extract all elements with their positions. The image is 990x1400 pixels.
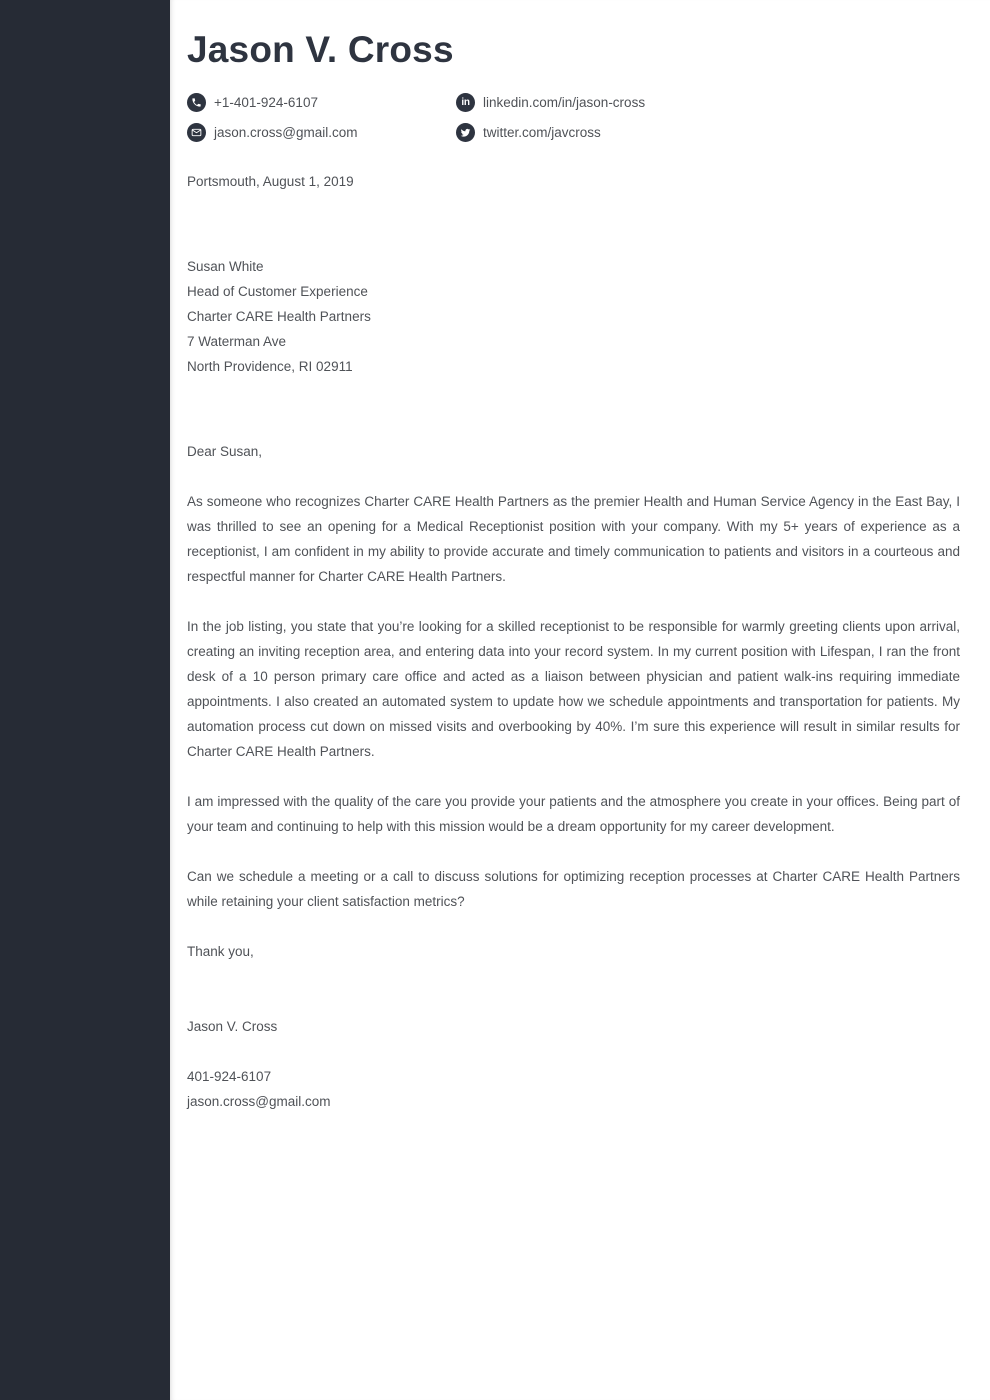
- salutation: Dear Susan,: [187, 444, 263, 459]
- recipient-street: 7 Waterman Ave: [187, 334, 287, 349]
- signature-email: jason.cross@gmail.com: [187, 1094, 331, 1109]
- contact-info: [187, 93, 960, 142]
- email-icon: [187, 123, 206, 142]
- contact-twitter: [456, 123, 960, 142]
- contact-linkedin: [456, 93, 960, 112]
- recipient-company: Charter CARE Health Partners: [187, 309, 371, 324]
- linkedin-url: linkedin.com/in/jason-cross: [483, 95, 646, 110]
- paragraph-4: Can we schedule a meeting or a call to discuss solutions for optimizing reception processes at Charter CARE Health Partners while retaining your client satisfaction metrics?: [187, 869, 960, 909]
- page-title: Jason V. Cross: [187, 29, 454, 70]
- left-accent-sidebar: [0, 0, 170, 1400]
- signature-name: Jason V. Cross: [187, 1019, 278, 1034]
- recipient-name: Susan White: [187, 259, 264, 274]
- signature-phone: 401-924-6107: [187, 1069, 272, 1084]
- email-address: jason.cross@gmail.com: [214, 125, 358, 140]
- letter-page: [170, 0, 990, 1400]
- phone-number: +1-401-924-6107: [214, 95, 318, 110]
- recipient-title: Head of Customer Experience: [187, 284, 368, 299]
- paragraph-3: I am impressed with the quality of the care you provide your patients and the atmosphere you create in your offices. Being part of your team and continuing to help with this mission would be a dream opportunity for my career development.: [187, 794, 960, 834]
- recipient-block: [187, 254, 960, 379]
- contact-phone: [187, 93, 456, 112]
- date-line: Portsmouth, August 1, 2019: [187, 174, 354, 189]
- twitter-icon: [456, 123, 475, 142]
- paragraph-1: As someone who recognizes Charter CARE Health Partners as the premier Health and Human Service Agency in the East Bay, I was thrilled to see an opening for a Medical Receptionist position with your company. With my 5+ years of experience as a receptionist, I am confident in my ability to provide accurate and timely communication to patients and visitors in a courteous and respectful manner for Charter CARE Health Partners.: [187, 494, 960, 584]
- signature-contact: [187, 1064, 960, 1114]
- closing-line: Thank you,: [187, 944, 254, 959]
- twitter-url: twitter.com/javcross: [483, 125, 601, 140]
- contact-email: [187, 123, 456, 142]
- paragraph-2: In the job listing, you state that you’re looking for a skilled receptionist to be responsible for warmly greeting clients upon arrival, creating an inviting reception area, and entering data into your record system. In my current position with Lifespan, I ran the front desk of a 10 person primary care office and acted as a liaison between physician and patient walk-ins requiring immediate appointments. I also created an automated system to update how we schedule appointments and transportation for patients. My automation process cut down on missed visits and overbooking by 40%. I’m sure this experience will result in similar results for Charter CARE Health Partners.: [187, 619, 960, 759]
- recipient-city: North Providence, RI 02911: [187, 359, 353, 374]
- phone-icon: [187, 93, 206, 112]
- linkedin-icon: in: [456, 93, 475, 112]
